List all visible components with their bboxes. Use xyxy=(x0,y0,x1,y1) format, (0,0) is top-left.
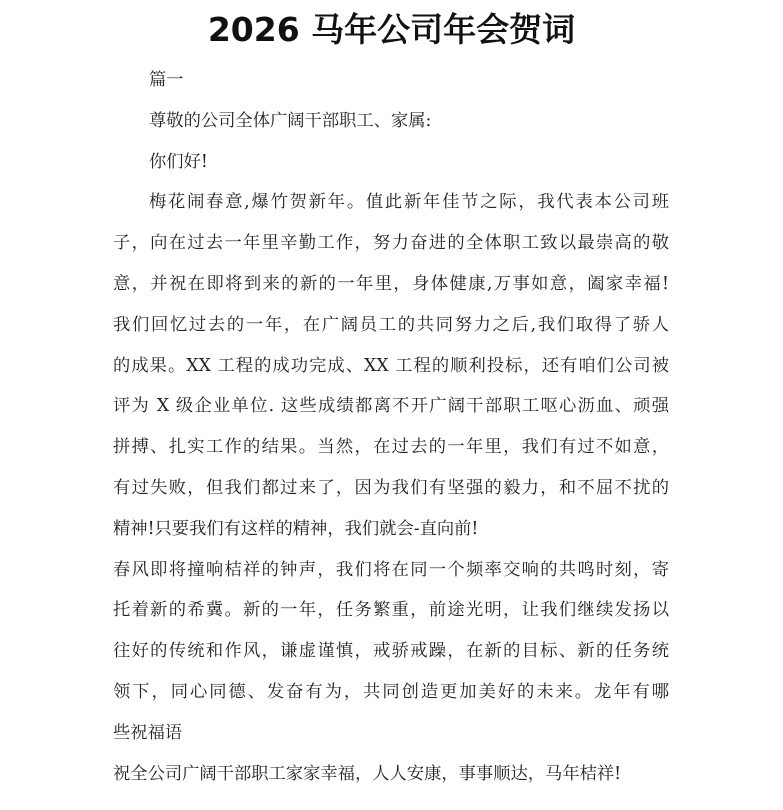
salutation-line: 尊敬的公司全体广阔干部职工、家属: xyxy=(149,110,432,131)
greeting-line: 你们好! xyxy=(149,151,208,172)
paragraph-line: 我们回忆过去的一年，在广阔员工的共同努力之后,我们取得了骄人 xyxy=(113,314,669,335)
section-heading: 篇一 xyxy=(149,70,184,90)
paragraph-line: 评为 X 级企业单位. 这些成绩都离不开广阔干部职工呕心沥血、顽强 xyxy=(113,396,669,417)
document-title: 2026 马年公司年会贺词 xyxy=(207,10,576,49)
paragraph-line: 托着新的希冀。新的一年，任务繁重，前途光明，让我们继续发扬以 xyxy=(113,600,669,621)
paragraph-line: 领下，同心同德、发奋有为，共同创造更加美好的未来。龙年有哪 xyxy=(113,681,669,702)
paragraph-line: 春风即将撞响桔祥的钟声，我们将在同一个频率交响的共鸣时刻，寄 xyxy=(113,559,669,580)
paragraph-line: 拼搏、扎实工作的结果。当然，在过去的一年里，我们有过不如意， xyxy=(113,437,669,458)
paragraph-line: 意，并祝在即将到来的新的一年里，身体健康,万事如意，阖家幸福! xyxy=(113,273,669,294)
closing-wish-line: 祝全公司广阔干部职工家家幸福，人人安康，事事顺达，马年桔祥! xyxy=(113,763,622,784)
paragraph-line: 子，向在过去一年里辛勤工作，努力奋进的全体职工致以最崇高的敬 xyxy=(113,233,669,254)
paragraph-line: 精神!只要我们有这样的精神，我们就会-直向前! xyxy=(113,518,479,539)
paragraph-line: 的成果。XX 工程的成功完成、XX 工程的顺利投标，还有咱们公司被 xyxy=(113,355,669,376)
paragraph-line: 些祝福语 xyxy=(113,722,183,743)
paragraph-line: 梅花闹春意,爆竹贺新年。值此新年佳节之际，我代表本公司班 xyxy=(149,192,669,213)
document-body xyxy=(113,60,669,794)
paragraph-line: 往好的传统和作风，谦虚谨慎，戒骄戒躁，在新的目标、新的任务统 xyxy=(113,641,669,662)
paragraph-line: 有过失败，但我们都过来了，因为我们有坚强的毅力，和不屈不扰的 xyxy=(113,477,669,498)
